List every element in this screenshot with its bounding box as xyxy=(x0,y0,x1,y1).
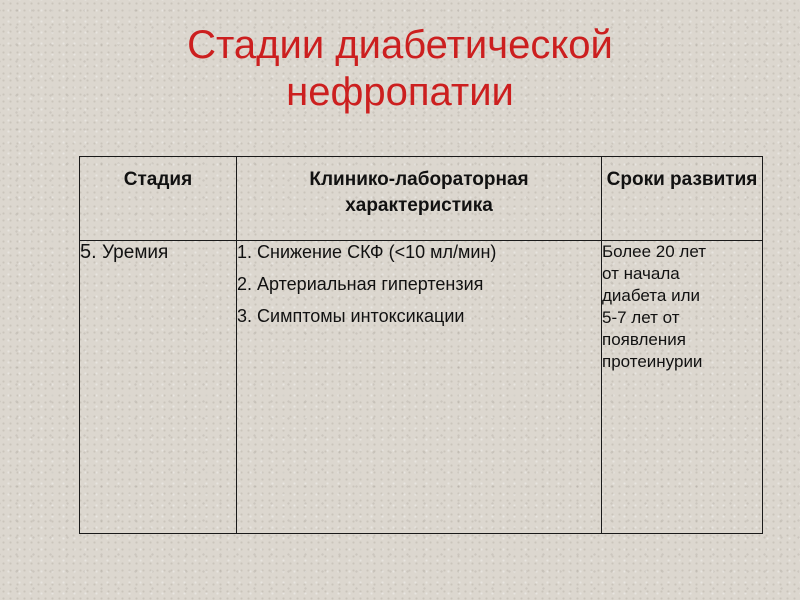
feature-item: 3. Симптомы интоксикации xyxy=(237,306,465,326)
timing-line: диабета или xyxy=(602,286,700,305)
stage-number: 5. xyxy=(80,241,97,263)
slide-title-line-1: Стадии диабетической xyxy=(187,23,613,67)
header-timing: Сроки развития xyxy=(602,157,763,241)
stage-name: Уремия xyxy=(101,242,169,263)
stages-table xyxy=(79,156,763,534)
stage-cell xyxy=(80,241,237,534)
timing-line: появления xyxy=(602,330,686,349)
feature-item: 2. Артериальная гипертензия xyxy=(237,274,484,294)
timing-line: от начала xyxy=(602,264,680,283)
timing-cell xyxy=(602,241,763,534)
slide-title-line-2: нефропатии xyxy=(286,70,514,114)
header-stage: Стадия xyxy=(80,157,237,241)
header-clinical: Клинико-лабораторная характеристика xyxy=(237,157,602,241)
feature-item: 1. Снижение СКФ (<10 мл/мин) xyxy=(237,242,497,262)
timing-line: Более 20 лет xyxy=(602,242,707,261)
table-header-row xyxy=(80,157,763,241)
timing-line: протеинурии xyxy=(602,352,703,371)
features-cell xyxy=(237,241,602,534)
slide-title xyxy=(0,22,800,116)
table-row xyxy=(80,241,763,534)
timing-line: 5-7 лет от xyxy=(602,308,680,327)
